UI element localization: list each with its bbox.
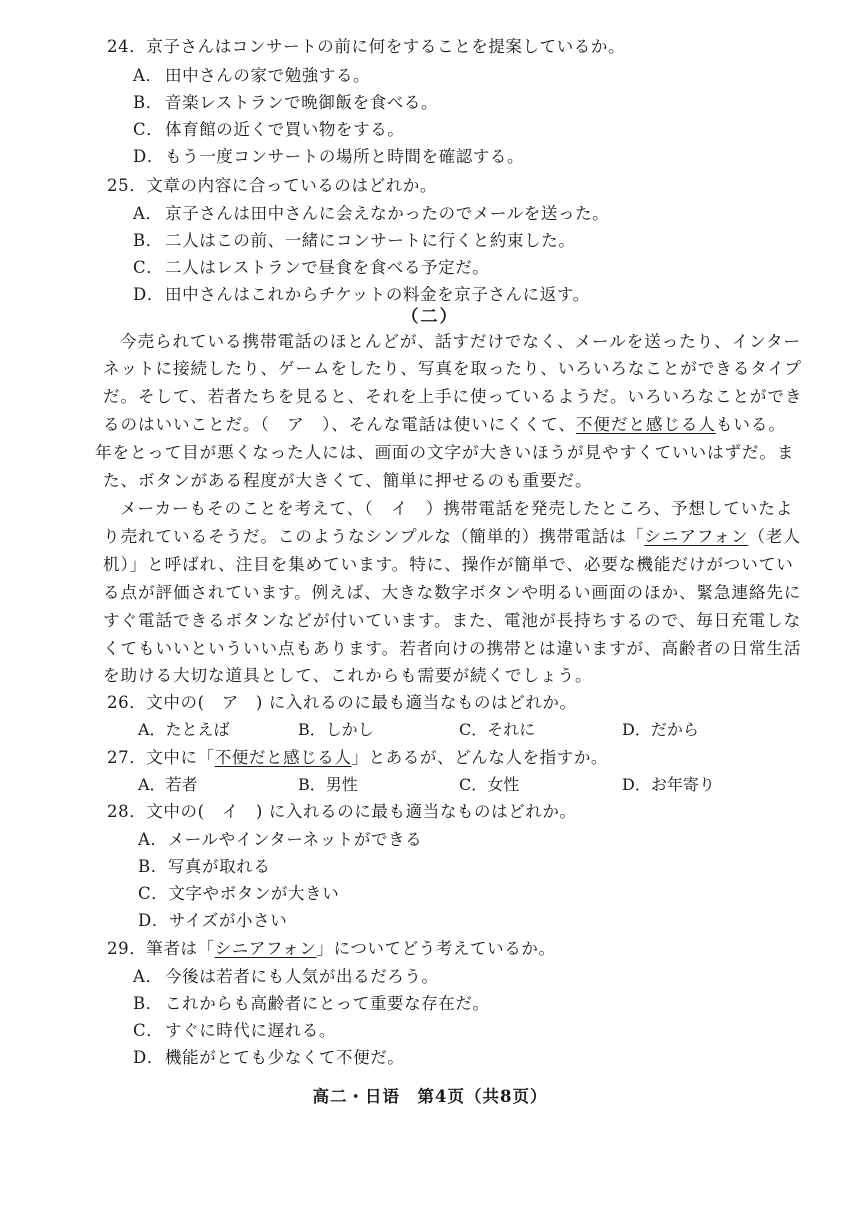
q28-option-c: C．文字やボタンが大きい xyxy=(138,884,340,903)
q28-option-a: A．メールやインターネットができる xyxy=(138,830,423,849)
q25-option-c xyxy=(133,254,489,278)
q29-option-b xyxy=(133,990,490,1014)
option-letter: B． xyxy=(133,231,163,250)
passage-line xyxy=(103,523,801,547)
question-28-stem: 28．文中の( イ ) に入れるのに最も適当なものはどれか。 xyxy=(107,802,577,821)
option-letter: D． xyxy=(133,1048,164,1067)
passage-line xyxy=(103,411,786,435)
q27-options xyxy=(138,772,778,796)
option-text: 田中さんはこれからチケットの料金を京子さんに返す。 xyxy=(165,285,590,304)
stem-text: 」についてどう考えているか。 xyxy=(316,939,556,958)
option-letter: D． xyxy=(133,285,164,304)
passage-line: を助ける大切な道具として、これからも需要が続くでしょう。 xyxy=(103,666,593,685)
passage-text: るのはいいことだ。（ ア ）、そんな電話は使いにくくて、 xyxy=(103,415,576,434)
option-letter: B． xyxy=(133,994,163,1013)
underlined-phrase: シニアフォン xyxy=(214,939,317,958)
q24-option-d xyxy=(133,143,524,167)
option-text: 二人はレストランで昼食を食べる予定だ。 xyxy=(165,258,490,277)
option-text: これからも高齢者にとって重要な存在だ。 xyxy=(165,994,490,1013)
option-text: すぐに時代に遅れる。 xyxy=(165,1021,336,1040)
q24-option-b xyxy=(133,89,438,113)
passage-line: た、ボタンがある程度が大きくて、簡単に押せるのも重要だ。 xyxy=(103,471,593,490)
q26-option-c: C．それに xyxy=(459,720,536,739)
q25-option-b xyxy=(133,227,575,251)
option-letter: C． xyxy=(133,1021,164,1040)
option-text: 田中さんの家で勉強する。 xyxy=(165,66,371,85)
option-text: 今後は若者にも人気が出るだろう。 xyxy=(165,967,439,986)
option-letter: B． xyxy=(133,93,163,112)
option-letter: A． xyxy=(133,204,163,223)
passage-text: （老人 xyxy=(748,527,801,546)
passage-line: メーカーもそのことを考えて、（ イ ）携帯電話を発売したところ、予想していたよ xyxy=(120,499,794,518)
passage-line: ネットに接続したり、ゲームをしたり、写真を取ったり、いろいろなことができるタイプ xyxy=(103,359,802,378)
option-text: 音楽レストランで晩御飯を食べる。 xyxy=(165,93,439,112)
stem-text: 29．筆者は「 xyxy=(107,939,215,958)
passage-line: 年をとって目が悪くなった人には、画面の文字が大きいほうが見やすくていいはずだ。ま xyxy=(95,443,795,462)
option-letter: A． xyxy=(133,66,163,85)
passage-line: すぐ電話できるボタンなどが付いています。また、電池が長持ちするので、毎日充電しな xyxy=(103,611,802,630)
passage-line: 今売られている携帯電話のほとんどが、話すだけでなく、メールを送ったり、インター xyxy=(120,332,801,351)
passage-line: くてもいいといういい点もあります。若者向けの携帯とは違いますが、高齢者の日常生活 xyxy=(103,639,802,658)
passage-line: る点が評価されています。例えば、大きな数字ボタンや明るい画面のほか、緊急連絡先に xyxy=(103,583,802,602)
option-text: 機能がとても少なくて不便だ。 xyxy=(165,1048,405,1067)
page-footer: 高二・日语 第4页（共8页） xyxy=(312,1087,548,1106)
option-text: もう一度コンサートの場所と時間を確認する。 xyxy=(165,147,525,166)
passage-line: だ。そして、若者たちを見ると、それを上手に使っているようだ。いろいろなことができ xyxy=(103,387,803,406)
q26-option-d: D．だから xyxy=(622,720,699,739)
option-text: 体育館の近くで買い物をする。 xyxy=(165,120,405,139)
section-title: （二） xyxy=(401,307,459,327)
q27-option-c: C．女性 xyxy=(459,775,520,794)
passage-line: 机）」と呼ばれ、注目を集めています。特に、操作が簡単で、必要な機能だけがついてい xyxy=(103,555,794,574)
question-24-stem: 24．京子さんはコンサートの前に何をすることを提案しているか。 xyxy=(107,37,626,56)
underlined-phrase: 不便だと感じる人 xyxy=(214,748,352,767)
q29-option-a xyxy=(133,963,439,987)
q28-option-d: D．サイズが小さい xyxy=(138,911,288,930)
q27-option-b: B．男性 xyxy=(298,775,358,794)
q24-option-c xyxy=(133,116,404,140)
q29-option-d xyxy=(133,1044,404,1068)
underlined-phrase: 不便だと感じる人 xyxy=(575,415,716,434)
stem-text: 27．文中に「 xyxy=(107,748,215,767)
question-29-stem xyxy=(107,935,556,959)
passage-text: り売れているそうだ。このようなシンプルな（簡単的）携帯電話は「 xyxy=(103,527,645,546)
option-letter: D． xyxy=(133,147,164,166)
option-text: 二人はこの前、一緒にコンサートに行くと約束した。 xyxy=(165,231,576,250)
q27-option-a: A．若者 xyxy=(138,775,198,794)
question-27-stem xyxy=(107,744,608,768)
q25-option-a xyxy=(133,200,609,224)
stem-text: 」とあるが、どんな人を指すか。 xyxy=(351,748,609,767)
q26-option-b: B．しかし xyxy=(298,720,374,739)
option-text: 京子さんは田中さんに会えなかったのでメールを送った。 xyxy=(165,204,610,223)
q24-option-a xyxy=(133,62,370,86)
q26-option-a: A．たとえば xyxy=(138,720,230,739)
q29-option-c xyxy=(133,1017,336,1041)
option-letter: C． xyxy=(133,120,164,139)
option-letter: A． xyxy=(133,967,163,986)
q26-options xyxy=(138,717,778,741)
q27-option-d: D．お年寄り xyxy=(622,775,715,794)
option-letter: C． xyxy=(133,258,164,277)
question-26-stem: 26．文中の( ア ) に入れるのに最も適当なものはどれか。 xyxy=(107,693,577,712)
question-25-stem: 25．文章の内容に合っているのはどれか。 xyxy=(107,176,437,195)
passage-text: もいる。 xyxy=(715,415,786,434)
q28-option-b: B．写真が取れる xyxy=(138,857,271,876)
underlined-phrase: シニアフォン xyxy=(644,527,749,546)
